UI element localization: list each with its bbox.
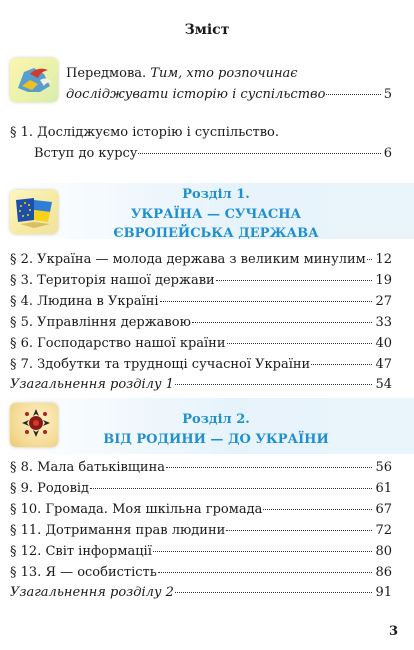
section-2-title: ВІД РОДИНИ — ДО УКРАЇНИ [103,432,329,447]
toc-entry[interactable]: § 13. Я — особистість 86 [10,565,392,580]
toc-entry[interactable]: § 6. Господарство нашої країни 40 [10,336,392,351]
toc-entry[interactable]: § 5. Управління державою 33 [10,315,392,330]
leader-dots [311,364,372,365]
page-ref: 61 [375,481,392,496]
page-ref: 67 [375,502,392,517]
page-ref: 33 [375,315,392,330]
section-2-label: Розділ 2. [182,412,250,427]
leader-dots [175,592,373,593]
page-ref: 86 [375,565,392,580]
leader-dots [166,467,372,468]
page-number: 3 [388,624,398,639]
page-ref: 5 [383,87,392,102]
section-1-title-line2: ЄВРОПЕЙСЬКА ДЕРЖАВА [113,226,319,241]
page-ref: 91 [375,585,392,600]
toc-entry[interactable]: § 10. Громада. Моя шкільна громада 67 [10,502,392,517]
leader-dots [175,384,373,385]
leader-dots [326,94,380,95]
section-1-title-line1: УКРАЇНА — СУЧАСНА [130,207,302,222]
page-title: Зміст [184,22,230,38]
toc-entry[interactable]: § 12. Світ інформації 80 [10,544,392,559]
toc-entry[interactable]: § 4. Людина в Україні 27 [10,294,392,309]
toc-entry[interactable]: § 7. Здобутки та труднощі сучасної України 47 [10,357,392,372]
section-1-label: Розділ 1. [182,187,250,202]
page-ref: 40 [375,336,392,351]
leader-dots [367,259,373,260]
preface-label: Передмова. [66,66,147,81]
toc-entry[interactable]: § 3. Територія нашої держави 19 [10,273,392,288]
leader-dots [138,153,380,154]
embroidered-ornament-icon [10,403,58,447]
page-ref: 56 [375,460,392,475]
page-ref: 47 [375,357,392,372]
leader-dots [90,488,372,489]
page-ref: 27 [375,294,392,309]
toc-entry-preface[interactable]: досліджувати історію і суспільство 5 [66,87,392,102]
leader-dots [216,280,373,281]
map-dove-icon [10,58,58,102]
toc-entry-summary-2[interactable]: Узагальнення розділу 2 91 [10,585,392,600]
leader-dots [158,572,373,573]
toc-entry-intro[interactable]: Вступ до курсу 6 [34,146,392,161]
toc-entry[interactable]: § 8. Мала батьківщина 56 [10,460,392,475]
toc-entry-intro-line1[interactable]: § 1. Досліджуємо історію і суспільство. [10,125,280,140]
toc-entry[interactable]: § 11. Дотримання прав людини 72 [10,523,392,538]
leader-dots [227,343,373,344]
page-ref: 19 [375,273,392,288]
leader-dots [263,509,372,510]
page-ref: 80 [375,544,392,559]
toc-entry-summary-1[interactable]: Узагальнення розділу 1 54 [10,377,392,392]
toc-entry[interactable]: § 9. Родовід 61 [10,481,392,496]
preface-heading [66,65,298,83]
leader-dots [153,551,373,552]
leader-dots [160,301,373,302]
preface-subtitle: Тим, хто розпочинає [150,66,298,81]
page-ref: 12 [375,252,392,267]
toc-entry[interactable]: § 2. Україна — молода держава з великим минулим 12 [10,252,392,267]
page-ref: 54 [375,377,392,392]
page-ref: 72 [375,523,392,538]
eu-ukraine-flags-icon [10,190,58,234]
leader-dots [192,322,373,323]
page-ref: 6 [383,146,392,161]
leader-dots [226,530,372,531]
